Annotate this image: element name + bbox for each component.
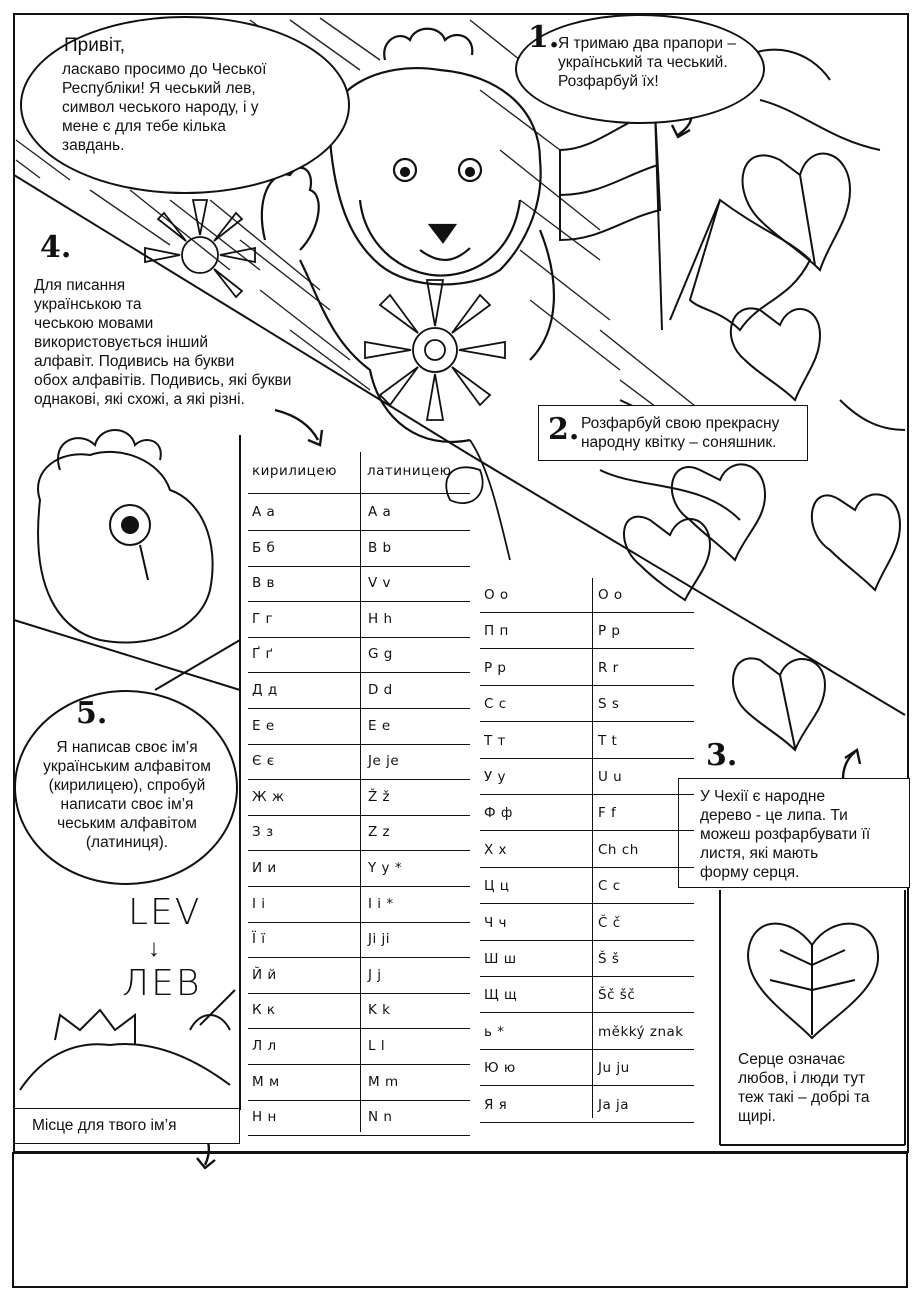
table-row-divider <box>480 1085 694 1086</box>
table-row-divider <box>248 637 470 638</box>
alphabet-cyrillic-cell: Ф ф <box>484 805 513 822</box>
task3-text: У Чехії є народне дерево - це липа. Ти можеш розфарбувати її листя, які мають форму серця. <box>700 788 871 881</box>
alphabet-latin-cell: P p <box>598 623 621 640</box>
alphabet-cyrillic-cell: К к <box>252 1002 276 1019</box>
flags-icon <box>560 110 810 330</box>
table-row-divider <box>480 867 694 868</box>
name-example-arrow-icon: ↓ <box>148 935 160 962</box>
task2-text: Розфарбуй свою прекрасну народну квітку – соняшник. <box>581 415 780 451</box>
name-label: Місце для твого ім’я <box>32 1117 177 1134</box>
table-row-divider <box>248 672 470 673</box>
table-row-divider <box>248 708 470 709</box>
alphabet-latin-cell: I i * <box>368 895 394 912</box>
alphabet-latin-cell: F f <box>598 805 617 822</box>
table-row-divider <box>480 1049 694 1050</box>
alphabet-latin-cell: Ž ž <box>368 788 391 805</box>
name-input-area[interactable] <box>12 1152 908 1288</box>
alphabet-cyrillic-cell: Є є <box>252 753 275 770</box>
alphabet-cyrillic-cell: Ч ч <box>484 914 508 931</box>
alphabet-latin-cell: M m <box>368 1073 399 1090</box>
task4-number: 4. <box>40 230 72 265</box>
alphabet-cyrillic-cell: Н н <box>252 1109 277 1126</box>
table-row-divider <box>248 1135 470 1136</box>
alphabet-cyrillic-cell: Д д <box>252 682 278 698</box>
alphabet-latin-cell: L l <box>368 1038 386 1054</box>
table-row-divider <box>480 685 694 686</box>
alphabet-cyrillic-cell: Ю ю <box>484 1060 516 1077</box>
table-row-divider <box>480 976 694 977</box>
lion-magnifier-icon <box>38 430 213 643</box>
table-row-divider <box>248 922 470 923</box>
alphabet-cyrillic-cell: В в <box>252 575 276 592</box>
table-row-divider <box>248 744 470 745</box>
name-example-cyrillic: ЛЕВ <box>122 963 202 1004</box>
alphabet-cyrillic-cell: М м <box>252 1073 280 1090</box>
alphabet-cyrillic-cell: Х х <box>484 841 508 858</box>
greeting-text: ласкаво просимо до Чеської Республіки! Я чеський лев, символ чеського народу, і у мене є для тебе кілька завдань. <box>62 61 267 154</box>
table-row-divider <box>248 886 470 887</box>
alphabet-cyrillic-cell: ь * <box>484 1023 505 1040</box>
table-row-divider <box>248 815 470 816</box>
task1-text: Я тримаю два прапори – український та чеський. Розфарбуй їх! <box>558 35 736 90</box>
table-row-divider <box>248 1100 470 1101</box>
table-row-divider <box>480 648 694 649</box>
task2-number: 2. <box>548 412 580 447</box>
alphabet-latin-cell: U u <box>598 769 623 785</box>
header-cyrillic: кирилицею <box>252 463 338 479</box>
alphabet-latin-cell: Y y * <box>368 860 403 876</box>
table-row-divider <box>248 566 470 567</box>
table-row-divider <box>480 721 694 722</box>
alphabet-latin-cell: V v <box>368 575 392 592</box>
alphabet-latin-cell: Š š <box>598 951 620 967</box>
alphabet-cyrillic-cell: О о <box>484 587 509 603</box>
alphabet-cyrillic-cell: И и <box>252 860 277 876</box>
alphabet-latin-cell: Č č <box>598 914 621 931</box>
alphabet-cyrillic-cell: З з <box>252 824 274 841</box>
alphabet-cyrillic-cell: Ї ї <box>252 931 266 948</box>
table-row-divider <box>248 957 470 958</box>
alphabet-cyrillic-cell: Т т <box>484 732 506 749</box>
table-row-divider <box>248 1028 470 1029</box>
alphabet-latin-cell: B b <box>368 539 392 556</box>
task1-number: 1. <box>528 20 560 55</box>
table-row-divider <box>480 1122 694 1123</box>
alphabet-cyrillic-cell: Й й <box>252 966 277 983</box>
alphabet-cyrillic-cell: Г г <box>252 610 274 627</box>
alphabet-latin-cell: R r <box>598 659 619 676</box>
alphabet-cyrillic-cell: Ґ ґ <box>252 646 274 663</box>
table-row-divider <box>248 601 470 602</box>
alphabet-latin-cell: D d <box>368 682 393 698</box>
alphabet-cyrillic-cell: Ш ш <box>484 951 517 967</box>
task3-number: 3. <box>706 738 738 773</box>
alphabet-cyrillic-cell: Е е <box>252 717 275 734</box>
alphabet-cyrillic-cell: Щ щ <box>484 987 518 1004</box>
table-row-divider <box>248 1064 470 1065</box>
alphabet-latin-cell: S s <box>598 696 620 713</box>
table-row-divider <box>480 940 694 941</box>
alphabet-latin-cell: T t <box>598 732 618 749</box>
heart-note-text: Серце означає любов, і люди тут теж такі – добрі та щирі. <box>738 1051 870 1125</box>
table-row-divider <box>480 794 694 795</box>
alphabet-cyrillic-cell: Ж ж <box>252 788 285 805</box>
alphabet-cyrillic-cell: С с <box>484 696 507 713</box>
alphabet-cyrillic-cell: А а <box>252 504 276 520</box>
alphabet-latin-cell: J j <box>368 966 382 983</box>
alphabet-latin-cell: N n <box>368 1109 393 1126</box>
alphabet-cyrillic-cell: Р р <box>484 659 507 676</box>
table-row-divider <box>248 993 470 994</box>
alphabet-latin-cell: měkký znak <box>598 1023 684 1040</box>
table-row-divider <box>480 1012 694 1013</box>
alphabet-cyrillic-cell: Я я <box>484 1096 508 1113</box>
table-row-divider <box>480 758 694 759</box>
alphabet-cyrillic-cell: П п <box>484 623 509 640</box>
alphabet-latin-cell: K k <box>368 1002 391 1019</box>
small-lion-icon <box>20 990 235 1090</box>
alphabet-latin-cell: A a <box>368 504 392 520</box>
alphabet-latin-cell: Ji ji <box>368 931 391 948</box>
header-latin: латиницею <box>367 463 452 479</box>
table-row-divider <box>248 779 470 780</box>
alphabet-latin-cell: Ju ju <box>598 1060 630 1077</box>
alphabet-latin-cell: Z z <box>368 824 391 841</box>
heart-leaf-icon <box>748 924 878 1038</box>
greeting-title: Привіт, <box>64 35 126 56</box>
alphabet-latin-cell: G g <box>368 646 393 663</box>
alphabet-latin-cell: Ja ja <box>598 1096 630 1113</box>
alphabet-cyrillic-cell: У у <box>484 769 507 785</box>
alphabet-cyrillic-cell: Ц ц <box>484 878 510 895</box>
alphabet-cyrillic-cell: І і <box>252 895 266 912</box>
alphabet-latin-cell: Šč šč <box>598 987 636 1004</box>
table-row-divider <box>248 850 470 851</box>
task5-number: 5. <box>76 696 108 731</box>
alphabet-latin-cell: H h <box>368 610 393 627</box>
alphabet-latin-cell: Ch ch <box>598 841 639 858</box>
alphabet-latin-cell: C c <box>598 878 621 895</box>
alphabet-cyrillic-cell: Л л <box>252 1038 277 1054</box>
alphabet-latin-cell: O o <box>598 587 623 603</box>
task4-text: Для писання українською та чеською мовами використовується інший алфавіт. Подивись на букви обох алфавітів. Подивись, які букви однакові, які схожі, а які різні. <box>34 277 292 408</box>
alphabet-cyrillic-cell: Б б <box>252 539 276 556</box>
table-row-divider <box>480 612 694 613</box>
alphabet-latin-cell: E e <box>368 717 391 734</box>
alphabet-latin-cell: Je je <box>368 753 400 770</box>
name-example-latin: LEV <box>128 892 202 933</box>
table-row-divider <box>480 830 694 831</box>
task5-text: Я написав своє ім’я українським алфавітом (кирилицею), спробуй написати своє ім’я чеським алфавітом (латиниця). <box>43 739 211 851</box>
table-row-divider <box>480 903 694 904</box>
table-row-divider <box>248 530 470 531</box>
